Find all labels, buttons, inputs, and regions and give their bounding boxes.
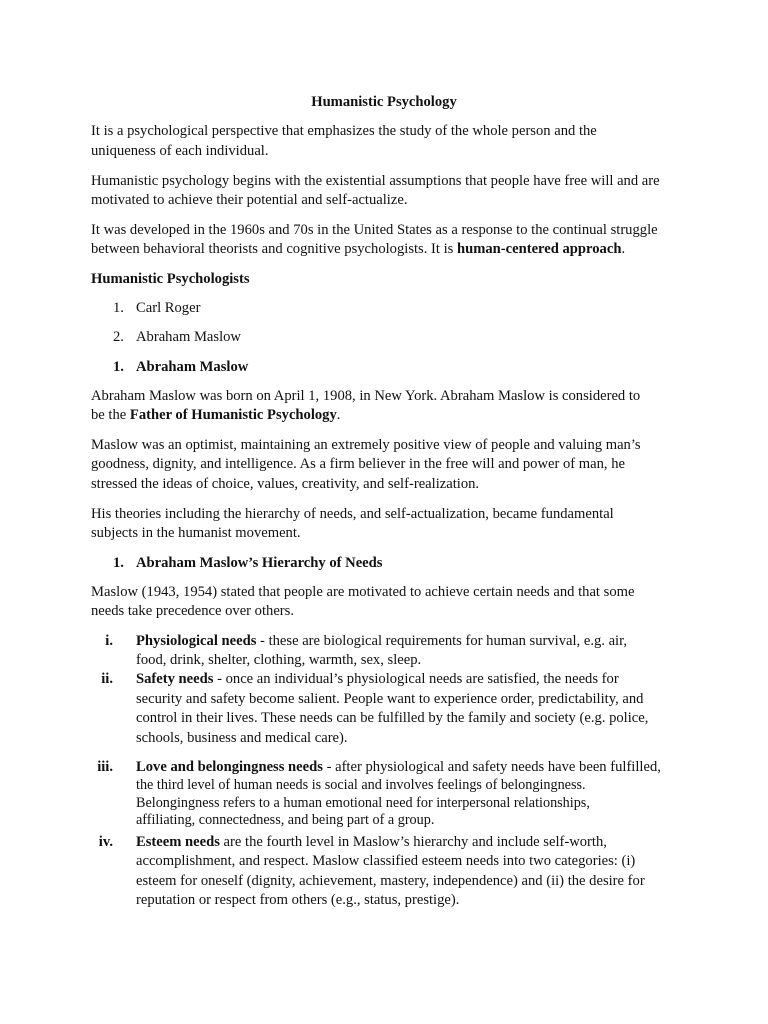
psychologists-heading: Humanistic Psychologists: [91, 271, 250, 287]
need-text: are the fourth level in Maslow’s hierarchy and include self-worth,: [219, 834, 607, 850]
need-esteem-line3: esteem for oneself (dignity, achievement, mastery, independence) and (ii) the desire for: [136, 873, 645, 889]
intro-p2-line1: Humanistic psychology begins with the existential assumptions that people have free will and are: [91, 173, 660, 189]
need-love-line2: the third level of human needs is social and involves feelings of belongingness.: [136, 777, 586, 793]
need-safety-line3: control in their lives. These needs can be fulfilled by the family and society (e.g. police,: [136, 710, 649, 726]
need-love-line1: [136, 758, 661, 776]
list-number: 1.: [113, 300, 124, 316]
need-esteem-line2: accomplishment, and respect. Maslow classified esteem needs into two categories: (i): [136, 853, 636, 869]
intro-p2-line2: motivated to achieve their potential and self-actualize.: [91, 192, 408, 208]
need-safety-line1: [136, 670, 619, 688]
need-text: - once an individual’s physiological needs are satisfied, the needs for: [213, 671, 619, 687]
maslow-p1-line2: [91, 406, 340, 424]
need-safety-line4: schools, business and medical care).: [136, 730, 348, 746]
hierarchy-intro-line2: needs take precedence over others.: [91, 603, 294, 619]
need-physiological-line1: [136, 632, 627, 650]
father-of-humanistic-bold: Father of Humanistic Psychology: [129, 407, 337, 423]
maslow-p1-end: .: [336, 407, 341, 423]
maslow-p3-line1: His theories including the hierarchy of needs, and self-actualization, became fundamental: [91, 506, 614, 522]
need-love-line3: Belongingness refers to a human emotional need for interpersonal relationships,: [136, 795, 590, 811]
need-safety-line2: security and safety become salient. People want to experience order, predictability, and: [136, 691, 644, 707]
maslow-p1-text: be the: [91, 407, 130, 423]
need-text: - after physiological and safety needs have been fulfilled,: [322, 759, 661, 775]
roman-numeral: iv.: [98, 834, 113, 850]
need-esteem-line4: reputation or respect from others (e.g., status, prestige).: [136, 892, 460, 908]
hierarchy-intro-line1: Maslow (1943, 1954) stated that people are motivated to achieve certain needs and that some: [91, 584, 635, 600]
need-esteem-line1: [136, 833, 607, 851]
intro-p3-line2: [91, 240, 625, 258]
maslow-heading: Abraham Maslow: [136, 359, 249, 375]
need-physiological-line2: food, drink, shelter, clothing, warmth, sex, sleep.: [136, 652, 422, 668]
intro-p3-line1: It was developed in the 1960s and 70s in the United States as a response to the continual struggle: [91, 222, 658, 238]
maslow-p2-line1: Maslow was an optimist, maintaining an extremely positive view of people and valuing man’s: [91, 437, 641, 453]
need-term: Safety needs: [136, 671, 214, 687]
roman-numeral: iii.: [97, 759, 113, 775]
need-term: Love and belongingness needs: [136, 759, 323, 775]
maslow-p1-line1: Abraham Maslow was born on April 1, 1908, in New York. Abraham Maslow is considered to: [91, 388, 641, 404]
list-item-abraham-maslow: Abraham Maslow: [136, 329, 241, 345]
need-term: Physiological needs: [136, 633, 257, 649]
section-number: 1.: [113, 555, 124, 571]
intro-p3-end: .: [621, 241, 626, 257]
roman-numeral: i.: [105, 633, 113, 649]
intro-p3-text: between behavioral theorists and cognitive psychologists. It is: [91, 241, 457, 257]
hierarchy-heading: Abraham Maslow’s Hierarchy of Needs: [136, 555, 383, 571]
roman-numeral: ii.: [101, 671, 113, 687]
maslow-p2-line3: stressed the ideas of choice, values, creativity, and self-realization.: [91, 476, 480, 492]
intro-p1-line2: uniqueness of each individual.: [91, 143, 269, 159]
document-title: Humanistic Psychology: [311, 94, 457, 110]
section-number: 1.: [113, 359, 124, 375]
human-centered-bold: human-centered approach: [456, 241, 622, 257]
maslow-p3-line2: subjects in the humanist movement.: [91, 525, 301, 541]
list-number: 2.: [113, 329, 124, 345]
need-text: - these are biological requirements for human survival, e.g. air,: [256, 633, 628, 649]
list-item-carl-roger: Carl Roger: [136, 300, 201, 316]
intro-p1-line1: It is a psychological perspective that emphasizes the study of the whole person and the: [91, 123, 597, 139]
need-term: Esteem needs: [136, 834, 220, 850]
need-love-line4: affiliating, connectedness, and being part of a group.: [136, 812, 435, 828]
maslow-p2-line2: goodness, dignity, and intelligence. As a firm believer in the free will and power of man, he: [91, 456, 626, 472]
